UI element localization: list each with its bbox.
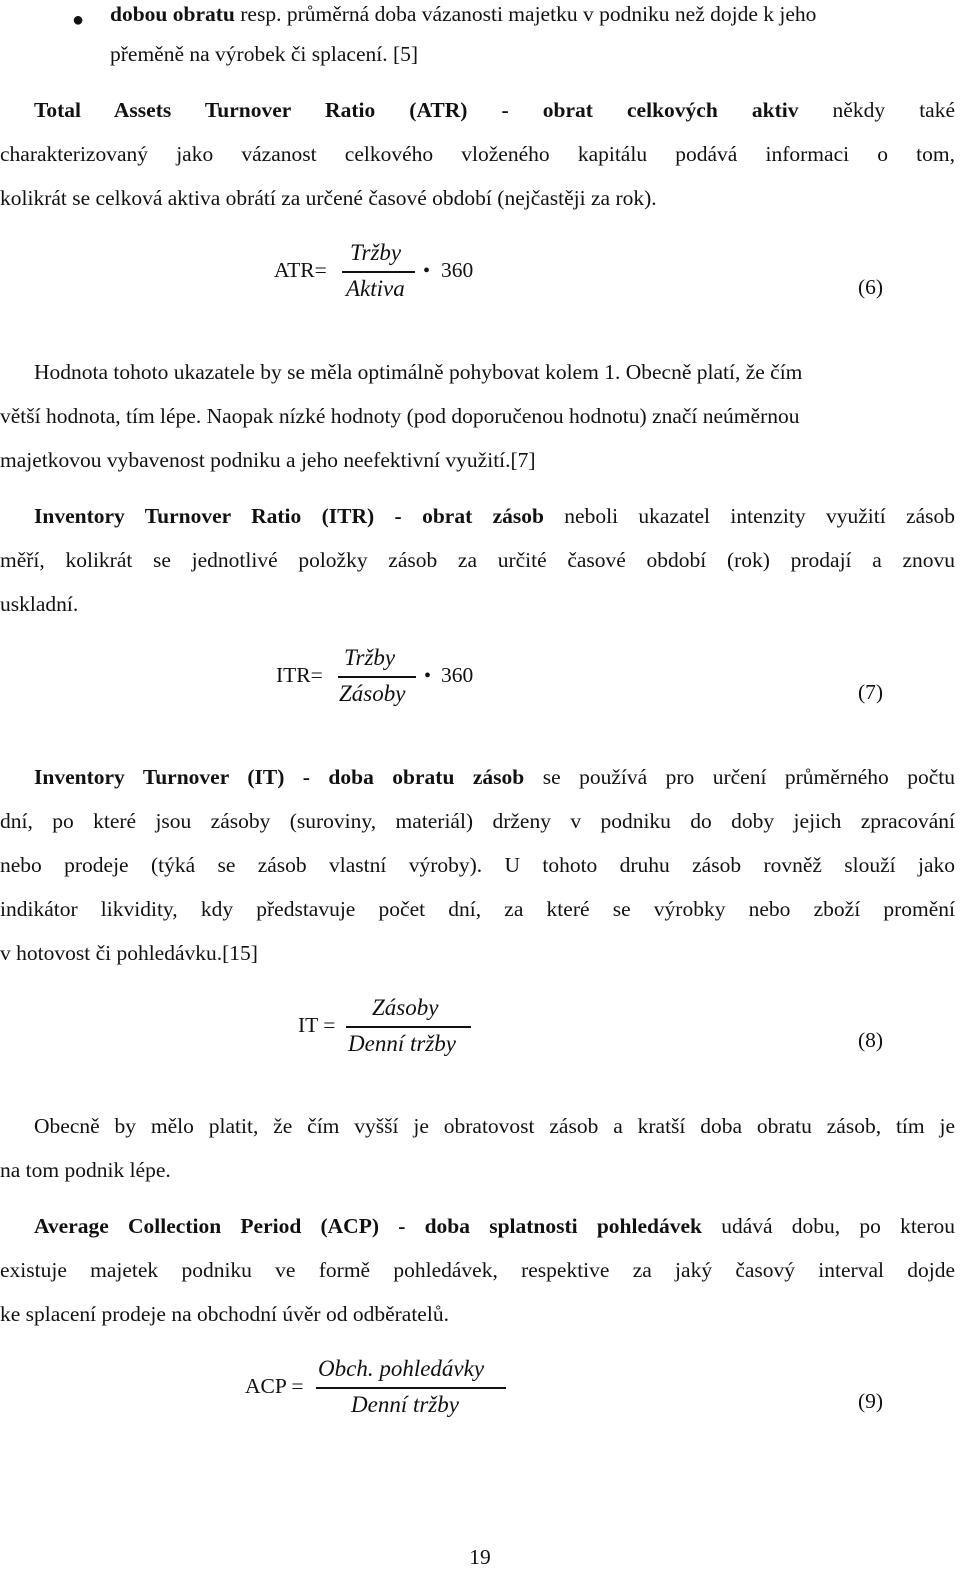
fraction-bar (346, 1026, 471, 1028)
multiply-dot: • (423, 260, 431, 282)
formula-denominator: Aktiva (346, 276, 405, 301)
it-after-line-1: Obecně by mělo platit, že čím vyšší je obratovost zásob a kratší doba obratu zásob, tím je (34, 1114, 955, 1138)
bullet-term: dobou obratu (110, 2, 235, 26)
page-number: 19 (469, 1545, 491, 1569)
bullet-line-2: přeměně na výrobek či splacení. [5] (110, 42, 419, 66)
fraction-bar (338, 676, 416, 678)
atr-after-line-2: větší hodnota, tím lépe. Naopak nízké hodnoty (pod doporučenou hodnotu) značí neúměrnou (0, 404, 800, 428)
atr-paragraph-line-3: kolikrát se celková aktiva obrátí za určené časové období (nejčastěji za rok). (0, 186, 657, 210)
acp-paragraph-line-3: ke splacení prodeje na obchodní úvěr od odběratelů. (0, 1302, 449, 1326)
equation-number: (6) (858, 275, 884, 299)
it-paragraph-line-4: indikátor likvidity, kdy představuje počet dní, za které se výrobky nebo zboží promění (0, 897, 955, 921)
atr-after-line-3: majetkovou vybavenost podniku a jeho neefektivní využití.[7] (0, 448, 536, 472)
formula-denominator: Denní tržby (348, 1031, 456, 1056)
it-after-line-2: na tom podnik lépe. (0, 1158, 171, 1182)
formula-it (0, 993, 960, 1073)
formula-numerator: Tržby (344, 645, 396, 670)
equation-number: (7) (858, 680, 884, 704)
formula-label: ACP = (245, 1374, 304, 1398)
multiply-dot: • (424, 665, 432, 687)
it-paragraph-line-2: dní, po které jsou zásoby (suroviny, materiál) drženy v podniku do doby jejich zpracování (0, 809, 955, 833)
equation-number: (9) (858, 1389, 884, 1413)
atr-paragraph-line-2: charakterizovaný jako vázanost celkového vloženého kapitálu podává informaci o tom, (0, 142, 955, 166)
bullet-item (0, 0, 955, 31)
formula-atr (0, 238, 960, 318)
formula-denominator: Zásoby (339, 681, 406, 706)
it-paragraph-line-1: Inventory Turnover (IT) - doba obratu zásob se používá pro určení průměrného počtu (34, 765, 955, 789)
fraction-bar (342, 271, 415, 273)
atr-paragraph-line-1: Total Assets Turnover Ratio (ATR) - obrat celkových aktiv někdy také (34, 98, 956, 122)
formula-label: ITR= (276, 663, 323, 687)
itr-paragraph-line-1: Inventory Turnover Ratio (ITR) - obrat zásob neboli ukazatel intenzity využití zásob (34, 504, 955, 528)
acp-paragraph-line-1: Average Collection Period (ACP) - doba splatnosti pohledávek udává dobu, po kterou (34, 1214, 955, 1238)
formula-numerator: Zásoby (372, 995, 439, 1020)
formula-denominator: Denní tržby (351, 1392, 459, 1417)
formula-acp (0, 1355, 960, 1435)
itr-paragraph-line-2: měří, kolikrát se jednotlivé položky zásob za určité časové období (rok) prodají a znovu (0, 548, 955, 572)
equation-number: (8) (858, 1028, 884, 1052)
bullet-dot: ● (72, 9, 85, 31)
formula-label: ATR= (274, 258, 327, 282)
formula-numerator: Obch. pohledávky (318, 1356, 485, 1381)
it-paragraph-line-3: nebo prodeje (týká se zásob vlastní výroby). U tohoto druhu zásob rovněž slouží jako (0, 853, 955, 877)
formula-label: IT = (298, 1013, 336, 1037)
atr-after-line-1: Hodnota tohoto ukazatele by se měla optimálně pohybovat kolem 1. Obecně platí, že čím (34, 360, 803, 384)
formula-itr (0, 643, 960, 723)
fraction-bar (316, 1387, 506, 1389)
bullet-text: resp. průměrná doba vázanosti majetku v podniku než dojde k jeho (234, 2, 817, 26)
formula-factor: 360 (441, 258, 474, 282)
acp-paragraph-line-2: existuje majetek podniku ve formě pohledávek, respektive za jaký časový interval dojde (0, 1258, 955, 1282)
formula-factor: 360 (441, 663, 474, 687)
formula-numerator: Tržby (350, 240, 402, 265)
it-paragraph-line-5: v hotovost či pohledávku.[15] (0, 941, 258, 965)
itr-paragraph-line-3: uskladní. (0, 592, 79, 616)
